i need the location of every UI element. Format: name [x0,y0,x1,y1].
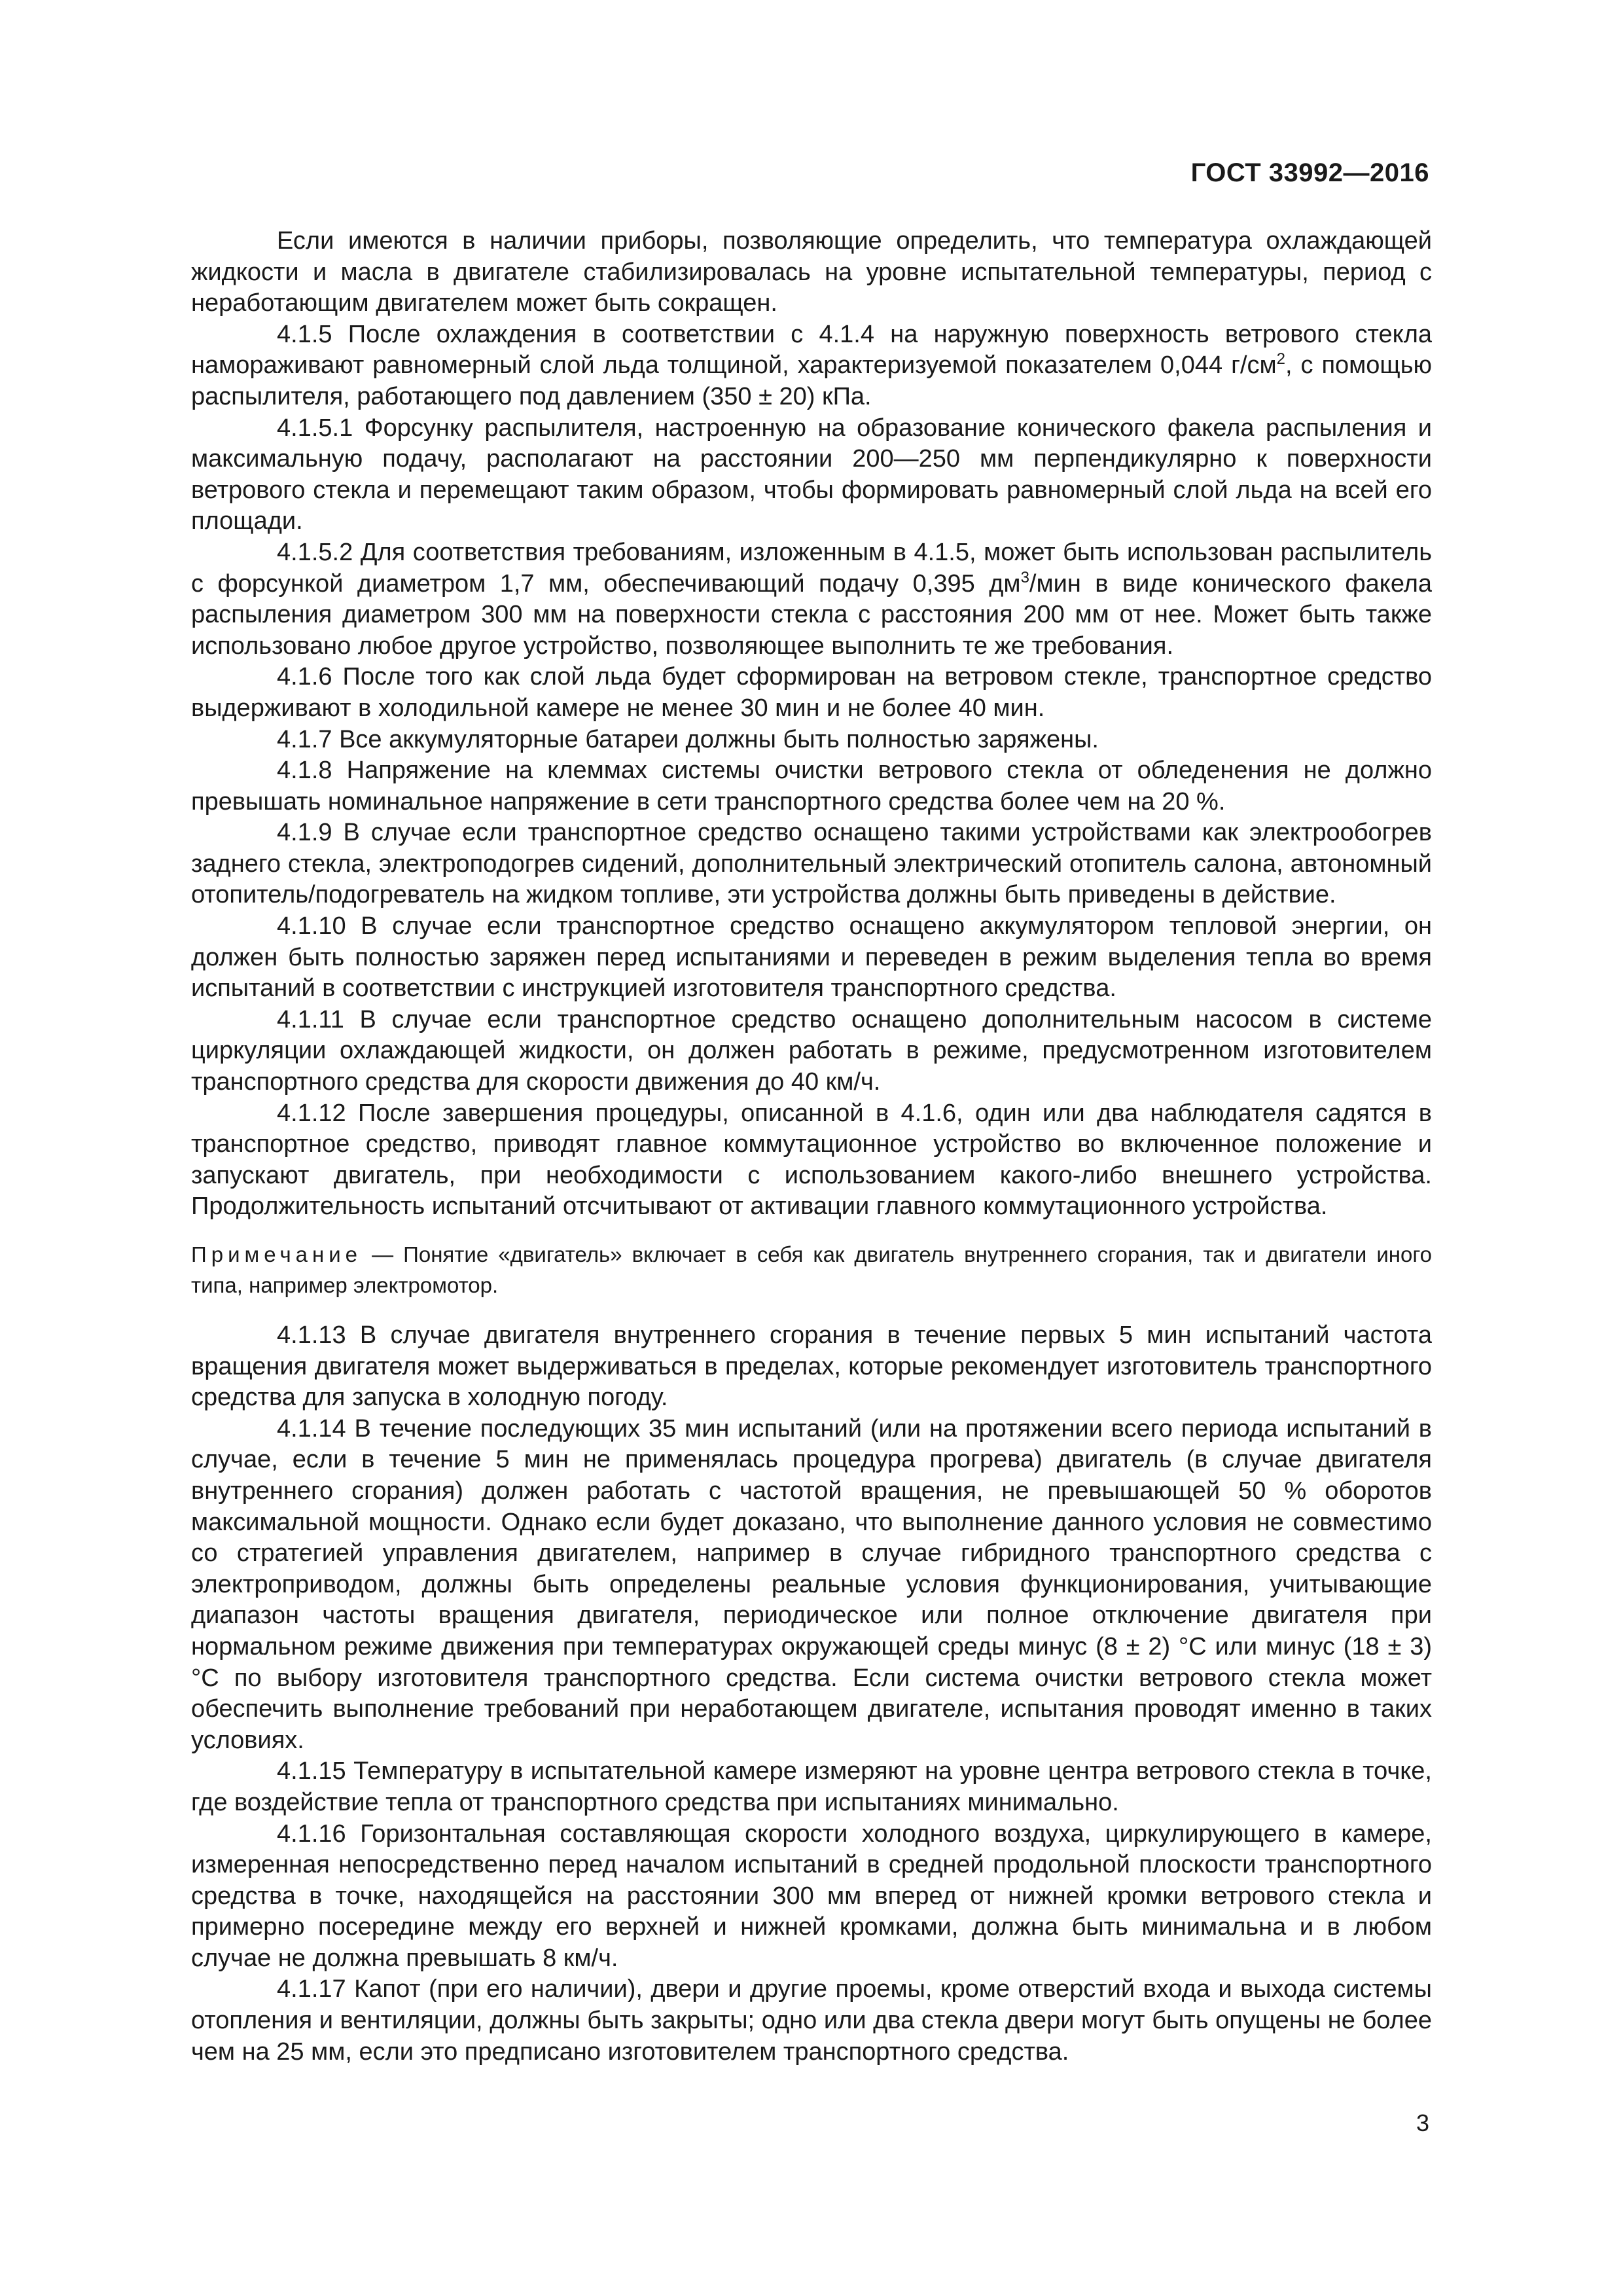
paragraph-4-1-10: 4.1.10 В случае если транспортное средство оснащено аккумулятором тепловой энергии, он должен быть полностью заряжен перед испытаниями и переведен в режим выделения тепла во время испытаний в соответствии с инструкцией изготовителя транспортного средства. [191,912,1432,1003]
paragraph-4-1-13: 4.1.13 В случае двигателя внутреннего сгорания в течение первых 5 мин испытаний частота вращения двигателя может выдерживаться в пределах, которые рекомендует изготовитель транспортного средства для запуска в холодную погоду. [191,1321,1432,1412]
paragraph-engine-stabilization: Если имеются в наличии приборы, позволяющие определить, что температура охлаждающей жидкости и масла в двигателе стабилизировалась на уровне испытательной температуры, период с неработающим двигателем может быть сокращен. [191,227,1432,317]
paragraph-4-1-7: 4.1.7 Все аккумуляторные батареи должны быть полностью заряжены. [277,725,1099,753]
paragraph-4-1-15: 4.1.15 Температуру в испытательной камере измеряют на уровне центра ветрового стекла в точке, где воздействие тепла от транспортного средства при испытаниях минимально. [191,1757,1432,1816]
paragraph-4-1-11: 4.1.11 В случае если транспортное средство оснащено дополнительным насосом в системе циркуляции охлаждающей жидкости, он должен работать в режиме, предусмотренном изготовителем транспортного средства для скорости движения до 40 км/ч. [191,1005,1432,1096]
paragraph-4-1-17: 4.1.17 Капот (при его наличии), двери и другие проемы, кроме отверстий входа и выхода системы отопления и вентиляции, должны быть закрыты; одно или два стекла двери могут быть опущены не более чем на 25 мм, если это предписано изготовителем транспортного средства. [191,1975,1432,2066]
superscript-exponent: 2 [1276,350,1285,368]
paragraph-4-1-5-2-text-start: 4.1.5.2 Для соответствия требованиям, изложенным в 4.1.5, может быть использован распылитель с форсункой диаметром 1,7 мм, обеспечивающий подачу 0,395 дм [191,538,1432,598]
paragraph-4-1-5-text-end: , с помощью распылителя, работающего под давлением (350 ± 20) кПа. [191,351,1432,410]
paragraph-4-1-14: 4.1.14 В течение последующих 35 мин испытаний (или на протяжении всего периода испытаний в случае, если в течение 5 мин не применялась процедура прогрева) двигатель (в случае двигателя внутреннего сгорания) должен работать с частотой вращения, не превышающей 50 % оборотов максимальной мощности. Однако если будет доказано, что выполнение данного условия не совместимо со стратегией управления двигателем, например в случае гибридного транспортного средства с электроприводом, должны быть определены реальные условия функционирования, учитывающие диапазон частоты вращения двигателя, периодическое или полное отключение двигателя при нормальном режиме движения при температурах окружающей среды минус (8 ± 2) °С или минус (18 ± 3) °С по выбору изготовителя транспортного средства. Если система очистки ветрового стекла может обеспечить выполнение требований при неработающем двигателе, испытания проводят именно в таких условиях. [191,1414,1432,1754]
paragraph-4-1-8: 4.1.8 Напряжение на клеммах системы очистки ветрового стекла от обледенения не должно превышать номинальное напряжение в сети транспортного средства более чем на 20 %. [191,757,1432,816]
note-text: — Понятие «двигатель» включает в себя как двигатель внутреннего сгорания, так и двигатели иного типа, например электромотор. [191,1242,1432,1297]
paragraph-4-1-6: 4.1.6 После того как слой льда будет сформирован на ветровом стекле, транспортное средство выдерживают в холодильной камере не менее 30 мин и не более 40 мин. [191,663,1432,722]
paragraph-4-1-9: 4.1.9 В случае если транспортное средство оснащено такими устройствами как электрообогрев заднего стекла, электроподогрев сидений, дополнительный электрический отопитель салона, автономный отопитель/подогреватель на жидком топливе, эти устройства должны быть приведены в действие. [191,819,1432,909]
note-block [191,1239,1432,1300]
document-body [191,226,1432,2068]
paragraph-4-1-5-2 [191,537,1432,662]
page-number: 3 [1416,2109,1429,2136]
document-code-header: ГОСТ 33992—2016 [1190,158,1429,187]
paragraph-4-1-5-text-start: 4.1.5 После охлаждения в соответствии с 4.1.4 на наружную поверхность ветрового стекла намораживают равномерный слой льда толщиной, характеризуемой показателем 0,044 г/см [191,320,1432,380]
superscript-exponent: 3 [1020,568,1029,586]
paragraph-4-1-16: 4.1.16 Горизонтальная составляющая скорости холодного воздуха, циркулирующего в камере, измеренная непосредственно перед началом испытаний в средней продольной плоскости транспортного средства в точке, находящейся на расстоянии 300 мм вперед от нижней кромки ветрового стекла и примерно посередине между его верхней и нижней кромками, должна быть минимальна и в любом случае не должна превышать 8 км/ч. [191,1820,1432,1972]
paragraph-4-1-5-1: 4.1.5.1 Форсунку распылителя, настроенную на образование конического факела распыления и максимальную подачу, располагают на расстоянии 200—250 мм перпендикулярно к поверхности ветрового стекла и перемещают таким образом, чтобы формировать равномерный слой льда на всей его площади. [191,414,1432,535]
paragraph-4-1-5-2-text-end: /мин в виде конического факела распыления диаметром 300 мм на поверхности стекла с расстояния 200 мм от нее. Может быть также использовано любое другое устройство, позволяющее выполнить те же требования. [191,569,1432,660]
paragraph-4-1-5 [191,319,1432,413]
note-label: Примечание [191,1242,363,1266]
paragraph-4-1-12: 4.1.12 После завершения процедуры, описанной в 4.1.6, один или два наблюдателя садятся в транспортное средство, приводят главное коммутационное устройство во включенное положение и запускают двигатель, при необходимости с использованием какого-либо внешнего устройства. Продолжительность испытаний отсчитывают от активации главного коммутационного устройства. [191,1099,1432,1221]
